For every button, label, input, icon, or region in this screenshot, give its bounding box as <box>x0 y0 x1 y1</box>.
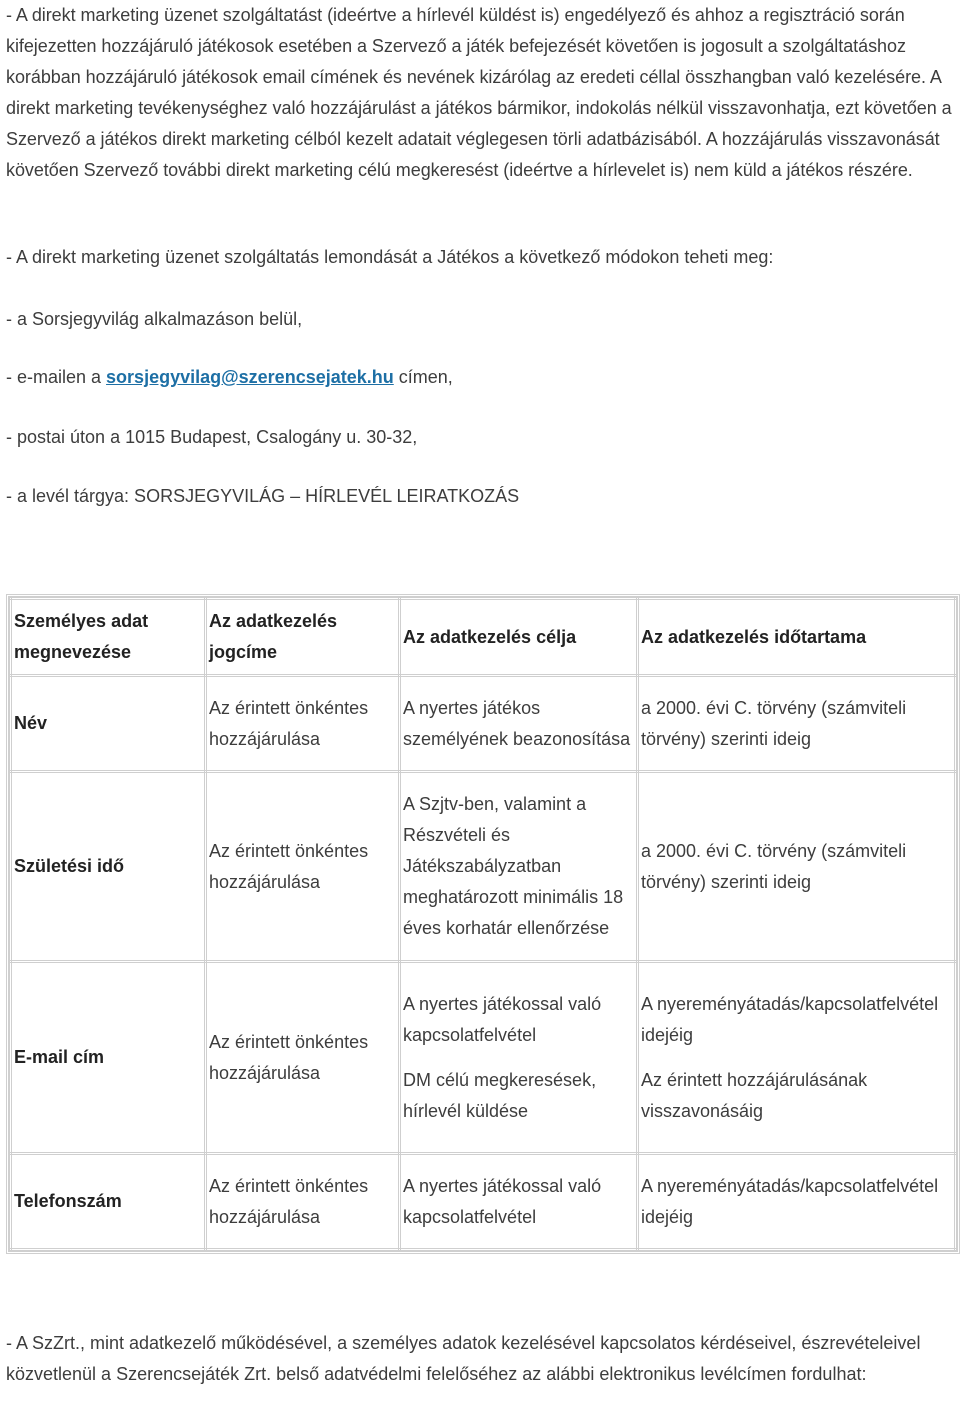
table-row <box>11 962 956 1154</box>
row-duration: a 2000. évi C. törvény (számviteli törvény) szerinti ideig <box>638 772 956 962</box>
email-link[interactable]: sorsjegyvilag@szerencsejatek.hu <box>106 367 394 387</box>
method-email-prefix: - e-mailen a <box>6 367 107 387</box>
row-legal-basis: Az érintett önkéntes hozzájárulása <box>206 962 400 1154</box>
table-row <box>11 1154 956 1250</box>
row-purpose: A Szjtv-ben, valamint a Részvételi és Játékszabályzatban meghatározott minimális 18 éves korhatár ellenőrzése <box>400 772 638 962</box>
row-legal-basis: Az érintett önkéntes hozzájárulása <box>206 676 400 772</box>
data-handling-table <box>6 594 960 1254</box>
row-name: Telefonszám <box>11 1154 206 1250</box>
row-name: Születési idő <box>11 772 206 962</box>
row-name: E-mail cím <box>11 962 206 1154</box>
method-email <box>6 362 453 393</box>
header-duration: Az adatkezelés időtartama <box>638 599 956 676</box>
row-duration: A nyereményátadás/kapcsolatfelvétel idejéig <box>638 1154 956 1250</box>
row-legal-basis: Az érintett önkéntes hozzájárulása <box>206 1154 400 1250</box>
row-legal-basis: Az érintett önkéntes hozzájárulása <box>206 772 400 962</box>
method-email-suffix: címen, <box>393 367 453 387</box>
row-duration: a 2000. évi C. törvény (számviteli törvény) szerinti ideig <box>638 676 956 772</box>
row-purpose: A nyertes játékossal való kapcsolatfelvétel <box>400 1154 638 1250</box>
unsubscribe-intro: - A direkt marketing üzenet szolgáltatás lemondását a Játékos a következő módokon teheti meg: <box>6 247 774 267</box>
method-post: - postai úton a 1015 Budapest, Csalogány u. 30-32, <box>6 427 418 447</box>
method-app: - a Sorsjegyvilág alkalmazáson belül, <box>6 309 303 329</box>
table-row <box>11 676 956 772</box>
header-legal-basis: Az adatkezelés jogcíme <box>206 599 400 676</box>
table-row <box>11 772 956 962</box>
row-purpose: A nyertes játékossal való kapcsolatfelvétel DM célú megkeresések, hírlevél küldése <box>400 962 638 1154</box>
row-duration: A nyereményátadás/kapcsolatfelvétel idejéig Az érintett hozzájárulásának visszavonásáig <box>638 962 956 1154</box>
row-name: Név <box>11 676 206 772</box>
header-purpose: Az adatkezelés célja <box>400 599 638 676</box>
letter-subject: - a levél tárgya: SORSJEGYVILÁG – HÍRLEVÉL LEIRATKOZÁS <box>6 486 520 506</box>
row-purpose: A nyertes játékos személyének beazonosítása <box>400 676 638 772</box>
closing-paragraph: - A SzZrt., mint adatkezelő működésével, a személyes adatok kezelésével kapcsolatos kérdéseivel, észrevételeivel közvetlenül a Szerencsejáték Zrt. belső adatvédelmi felelőséhez az alábbi elektronikus levélcímen fordulhat: <box>6 1333 921 1384</box>
table-header-row <box>11 599 956 676</box>
direct-marketing-paragraph: - A direkt marketing üzenet szolgáltatást (ideértve a hírlevél küldést is) engedélyező és ahhoz a regisztráció során kifejezetten hozzájáruló játékosok esetében a Szervező a játék befejezését követően is jogosult a szolgáltatáshoz korábban hozzájáruló játékosok email címének és nevének kizárólag az eredeti céllal összhangban való kezelésére. A direkt marketing tevékenységhez való hozzájárulást a játékos bármikor, indokolás nélkül visszavonhatja, ezt követően a Szervező a játékos direkt marketing célból kezelt adatait véglegesen törli adatbázisából. A hozzájárulás visszavonását követően Szervező további direkt marketing célú megkeresést (ideértve a hírlevelet is) nem küld a játékos részére. <box>6 5 952 180</box>
header-personal-data: Személyes adat megnevezése <box>11 599 206 676</box>
